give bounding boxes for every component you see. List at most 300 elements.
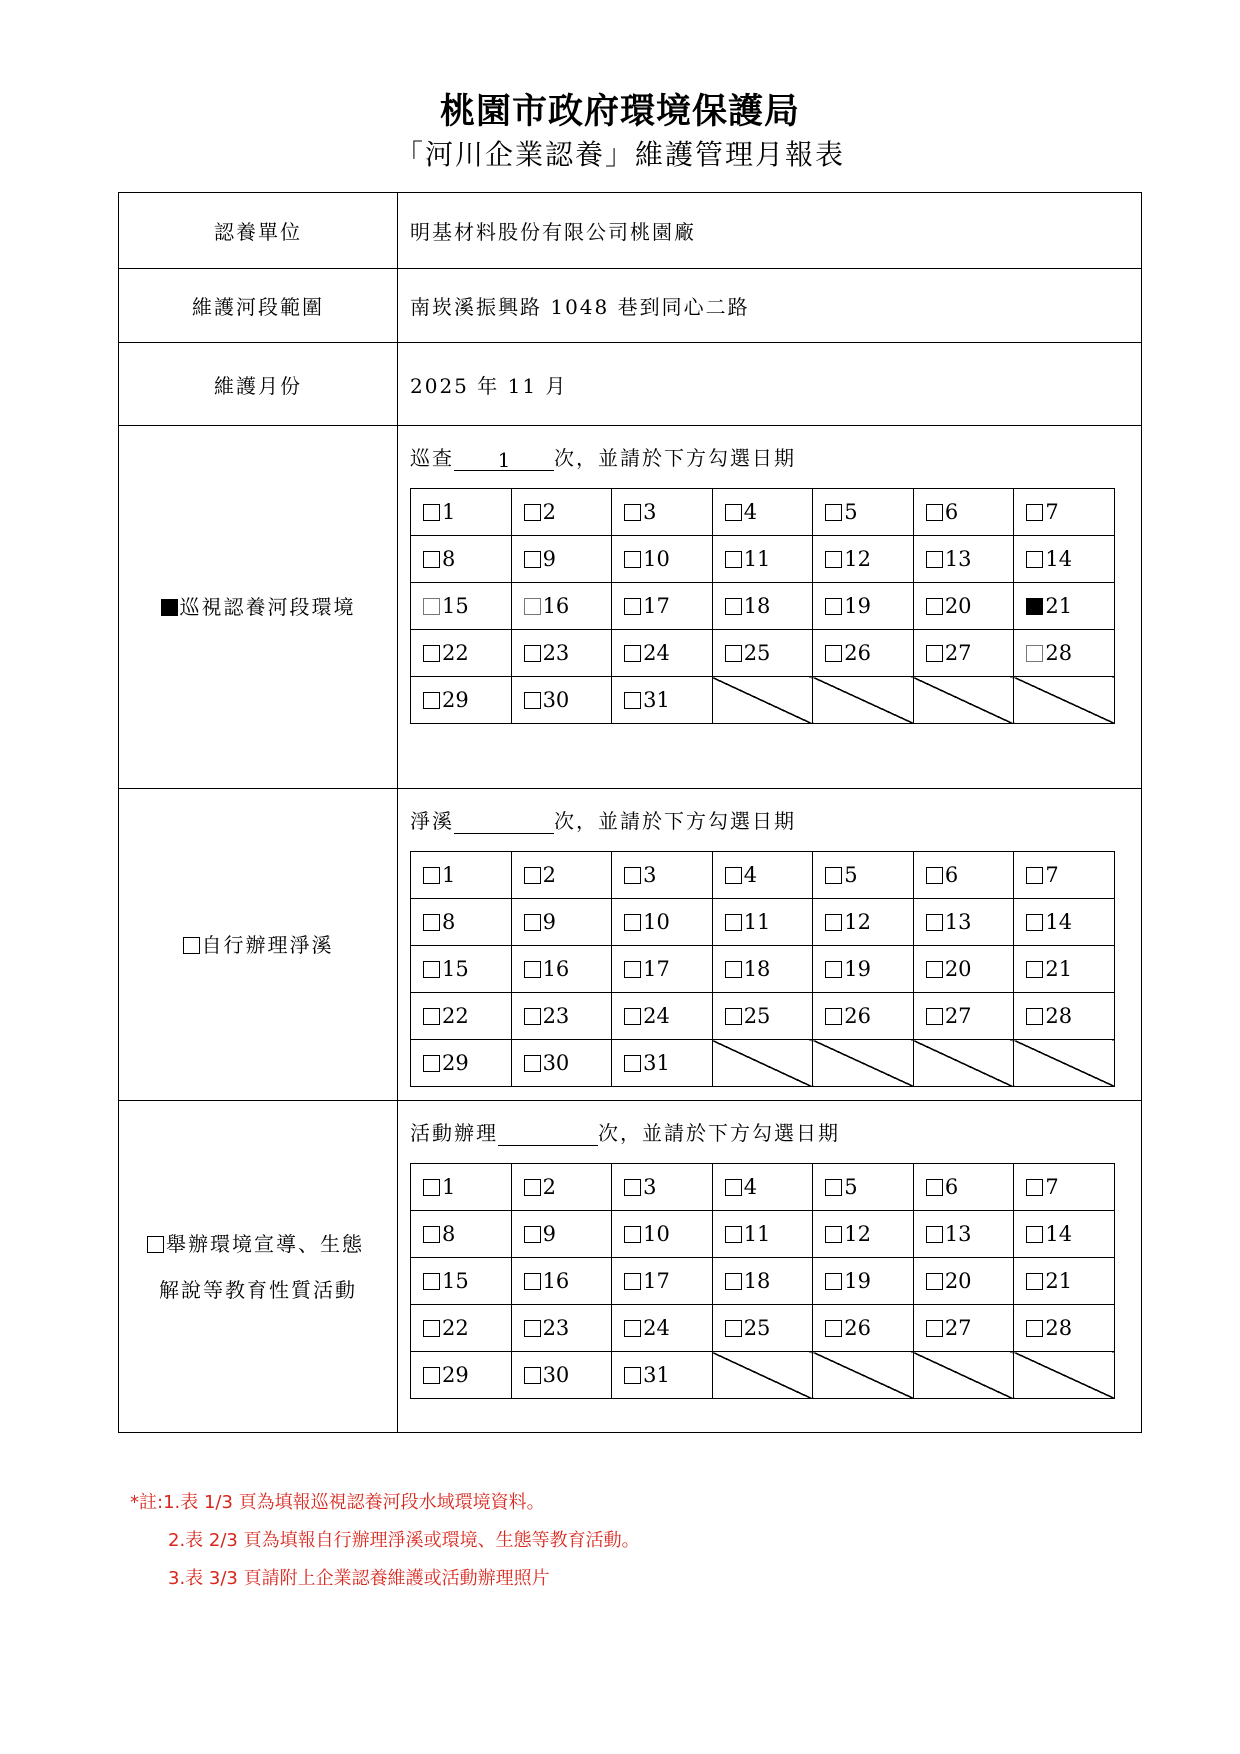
date-checkbox[interactable] — [926, 645, 943, 662]
date-cell-12[interactable] — [813, 1211, 914, 1258]
date-checkbox[interactable] — [524, 1179, 541, 1196]
date-number: 27 — [944, 1316, 972, 1340]
date-number: 2 — [542, 500, 556, 524]
date-cell-11[interactable] — [712, 1211, 813, 1258]
date-cell-5[interactable] — [813, 852, 914, 899]
unit-value[interactable]: 明基材料股份有限公司桃園廠 — [398, 193, 1142, 269]
date-cell-14[interactable] — [1014, 536, 1115, 583]
date-checkbox[interactable] — [423, 598, 440, 615]
date-cell-16[interactable] — [511, 1258, 612, 1305]
date-number: 5 — [844, 1175, 858, 1199]
date-checkbox[interactable] — [524, 645, 541, 662]
date-cell-5[interactable] — [813, 1164, 914, 1211]
date-cell-10[interactable] — [612, 899, 713, 946]
date-checkbox[interactable] — [624, 504, 641, 521]
date-cell-12[interactable] — [813, 536, 914, 583]
cleanup-heading — [410, 805, 1141, 831]
date-cell-17[interactable] — [612, 946, 713, 993]
date-number: 22 — [442, 641, 469, 665]
date-checkbox[interactable] — [926, 1008, 943, 1025]
date-number: 31 — [643, 1363, 670, 1387]
date-grid-row — [411, 489, 1115, 536]
date-checkbox[interactable] — [423, 1320, 440, 1337]
date-cell-13[interactable] — [913, 1211, 1014, 1258]
date-number: 2 — [542, 863, 556, 887]
date-cell-6[interactable] — [913, 489, 1014, 536]
date-checkbox[interactable] — [825, 1179, 842, 1196]
date-number: 30 — [542, 1051, 570, 1075]
empty-date-cell — [712, 1040, 813, 1087]
date-number: 30 — [542, 1363, 570, 1387]
date-cell-13[interactable] — [913, 899, 1014, 946]
date-grid-row — [411, 899, 1115, 946]
date-number: 14 — [1045, 910, 1073, 934]
date-cell-21[interactable] — [1014, 1258, 1115, 1305]
date-cell-16[interactable] — [511, 946, 612, 993]
date-checkbox[interactable] — [524, 1320, 541, 1337]
date-cell-19[interactable] — [813, 583, 914, 630]
date-checkbox[interactable] — [725, 504, 742, 521]
date-cell-26[interactable] — [813, 993, 914, 1040]
patrol-heading-suffix: 次，並請於下方勾選日期 — [554, 446, 796, 470]
date-grid-row — [411, 946, 1115, 993]
date-cell-15[interactable] — [411, 583, 512, 630]
empty-date-cell — [1014, 1040, 1115, 1087]
education-label-line1: 舉辦環境宣導、生態 — [166, 1231, 364, 1256]
date-cell-22[interactable] — [411, 630, 512, 677]
date-checkbox[interactable] — [825, 504, 842, 521]
date-cell-10[interactable] — [612, 536, 713, 583]
date-checkbox[interactable] — [524, 598, 541, 615]
date-checkbox[interactable] — [624, 1273, 641, 1290]
range-value[interactable]: 南崁溪振興路 1048 巷到同心二路 — [398, 269, 1142, 343]
date-cell-2[interactable] — [511, 489, 612, 536]
date-cell-15[interactable] — [411, 946, 512, 993]
date-cell-20[interactable] — [913, 1258, 1014, 1305]
date-grid-row — [411, 1352, 1115, 1399]
date-cell-9[interactable] — [511, 1211, 612, 1258]
date-checkbox[interactable] — [1026, 1179, 1043, 1196]
date-cell-2[interactable] — [511, 852, 612, 899]
date-checkbox[interactable] — [423, 692, 440, 709]
patrol-count-field[interactable]: 1 — [454, 448, 554, 471]
date-checkbox[interactable] — [624, 1226, 641, 1243]
date-number: 9 — [542, 547, 556, 571]
date-cell-8[interactable] — [411, 1211, 512, 1258]
date-number: 20 — [944, 594, 972, 618]
date-grid-row — [411, 677, 1115, 724]
cleanup-date-grid — [410, 851, 1115, 1087]
date-cell-19[interactable] — [813, 946, 914, 993]
note-line-2: 2.表 2/3 頁為填報自行辦理淨溪或環境、生態等教育活動。 — [168, 1530, 640, 1551]
date-cell-23[interactable] — [511, 993, 612, 1040]
cleanup-count-field[interactable] — [454, 811, 554, 834]
date-number: 17 — [643, 594, 670, 618]
date-cell-7[interactable] — [1014, 852, 1115, 899]
date-cell-26[interactable] — [813, 1305, 914, 1352]
date-cell-30[interactable] — [511, 677, 612, 724]
date-cell-29[interactable] — [411, 1040, 512, 1087]
date-number: 13 — [944, 910, 972, 934]
note-line-3: 3.表 3/3 頁請附上企業認養維護或活動辦理照片 — [168, 1568, 550, 1589]
date-cell-27[interactable] — [913, 1305, 1014, 1352]
date-cell-13[interactable] — [913, 536, 1014, 583]
date-cell-16[interactable] — [511, 583, 612, 630]
date-cell-11[interactable] — [712, 899, 813, 946]
date-checkbox[interactable] — [1026, 914, 1043, 931]
date-checkbox[interactable] — [926, 551, 943, 568]
date-cell-18[interactable] — [712, 583, 813, 630]
date-cell-3[interactable] — [612, 489, 713, 536]
date-cell-23[interactable] — [511, 630, 612, 677]
date-cell-26[interactable] — [813, 630, 914, 677]
date-checkbox[interactable] — [1026, 961, 1043, 978]
date-checkbox[interactable] — [825, 867, 842, 884]
date-number: 9 — [542, 1222, 556, 1246]
date-checkbox[interactable] — [1026, 1226, 1043, 1243]
empty-date-cell — [913, 677, 1014, 724]
date-cell-3[interactable] — [612, 852, 713, 899]
date-cell-24[interactable] — [612, 993, 713, 1040]
date-cell-10[interactable] — [612, 1211, 713, 1258]
date-number: 8 — [442, 547, 456, 571]
date-cell-21[interactable] — [1014, 946, 1115, 993]
date-checkbox[interactable] — [825, 598, 842, 615]
date-number: 1 — [442, 863, 456, 887]
date-number: 1 — [442, 1175, 456, 1199]
date-cell-21[interactable] — [1014, 583, 1115, 630]
date-cell-17[interactable] — [612, 1258, 713, 1305]
date-cell-29[interactable] — [411, 1352, 512, 1399]
date-cell-24[interactable] — [612, 630, 713, 677]
range-label: 維護河段範圍 — [119, 269, 398, 343]
date-checkbox[interactable] — [1026, 551, 1043, 568]
date-cell-20[interactable] — [913, 946, 1014, 993]
date-checkbox[interactable] — [725, 551, 742, 568]
date-checkbox[interactable] — [524, 961, 541, 978]
date-number: 21 — [1045, 1269, 1073, 1293]
date-checkbox[interactable] — [423, 914, 440, 931]
section-education — [119, 1101, 1142, 1433]
date-number: 11 — [743, 547, 771, 571]
date-number: 29 — [442, 1051, 469, 1075]
date-checkbox[interactable] — [423, 1226, 440, 1243]
date-cell-9[interactable] — [511, 536, 612, 583]
date-checkbox[interactable] — [524, 551, 541, 568]
date-checkbox[interactable] — [1026, 867, 1043, 884]
date-cell-15[interactable] — [411, 1258, 512, 1305]
date-checkbox[interactable] — [524, 1226, 541, 1243]
date-grid-row — [411, 1258, 1115, 1305]
unit-row — [119, 193, 1142, 269]
date-checkbox[interactable] — [825, 914, 842, 931]
date-cell-11[interactable] — [712, 536, 813, 583]
date-number: 4 — [743, 500, 758, 524]
date-checkbox[interactable] — [725, 867, 742, 884]
empty-date-cell — [813, 1352, 914, 1399]
date-number: 22 — [442, 1316, 469, 1340]
date-number: 27 — [944, 1004, 972, 1028]
cleanup-checkbox[interactable] — [183, 937, 200, 954]
date-checkbox[interactable] — [524, 504, 541, 521]
date-checkbox[interactable] — [725, 598, 742, 615]
cleanup-label: 自行辦理淨溪 — [201, 932, 334, 957]
date-number: 24 — [643, 1316, 670, 1340]
date-number: 27 — [944, 641, 972, 665]
date-number: 19 — [844, 957, 871, 981]
cleanup-heading-suffix: 次，並請於下方勾選日期 — [554, 809, 796, 833]
education-checkbox[interactable] — [147, 1236, 164, 1253]
date-number: 3 — [643, 863, 657, 887]
date-checkbox[interactable] — [926, 1273, 943, 1290]
date-checkbox[interactable] — [926, 914, 943, 931]
range-row — [119, 269, 1142, 343]
date-cell-3[interactable] — [612, 1164, 713, 1211]
cleanup-content — [398, 789, 1142, 1101]
date-checkbox[interactable] — [725, 1273, 742, 1290]
date-number: 20 — [944, 957, 972, 981]
date-cell-18[interactable] — [712, 946, 813, 993]
date-number: 4 — [743, 1175, 758, 1199]
date-number: 17 — [643, 957, 670, 981]
date-checkbox[interactable] — [926, 1179, 943, 1196]
date-cell-17[interactable] — [612, 583, 713, 630]
date-checkbox[interactable] — [1026, 598, 1043, 615]
empty-date-cell — [1014, 1352, 1115, 1399]
date-checkbox[interactable] — [624, 1055, 641, 1072]
date-checkbox[interactable] — [524, 914, 541, 931]
date-cell-12[interactable] — [813, 899, 914, 946]
date-number: 10 — [643, 547, 670, 571]
date-number: 21 — [1045, 594, 1073, 618]
date-checkbox[interactable] — [624, 1008, 641, 1025]
date-number: 24 — [643, 641, 670, 665]
date-cell-31[interactable] — [612, 1352, 713, 1399]
date-checkbox[interactable] — [524, 1273, 541, 1290]
date-cell-4[interactable] — [712, 1164, 813, 1211]
date-cell-25[interactable] — [712, 993, 813, 1040]
date-number: 18 — [743, 957, 771, 981]
date-checkbox[interactable] — [524, 692, 541, 709]
date-checkbox[interactable] — [624, 1320, 641, 1337]
date-cell-23[interactable] — [511, 1305, 612, 1352]
date-checkbox[interactable] — [725, 961, 742, 978]
date-checkbox[interactable] — [423, 1179, 440, 1196]
date-grid-row — [411, 993, 1115, 1040]
date-number: 25 — [743, 1004, 771, 1028]
date-cell-28[interactable] — [1014, 1305, 1115, 1352]
date-cell-30[interactable] — [511, 1352, 612, 1399]
education-count-field[interactable] — [498, 1123, 598, 1146]
education-heading — [410, 1117, 1141, 1143]
date-grid-row — [411, 1211, 1115, 1258]
date-cell-28[interactable] — [1014, 630, 1115, 677]
date-cell-5[interactable] — [813, 489, 914, 536]
date-number: 18 — [743, 1269, 771, 1293]
date-number: 14 — [1045, 1222, 1073, 1246]
date-cell-29[interactable] — [411, 677, 512, 724]
date-cell-24[interactable] — [612, 1305, 713, 1352]
date-checkbox[interactable] — [524, 1367, 541, 1384]
date-checkbox[interactable] — [1026, 1273, 1043, 1290]
date-cell-4[interactable] — [712, 489, 813, 536]
date-checkbox[interactable] — [1026, 1320, 1043, 1337]
date-grid-row — [411, 583, 1115, 630]
date-checkbox[interactable] — [423, 1273, 440, 1290]
date-checkbox[interactable] — [423, 1367, 440, 1384]
notes — [130, 1484, 640, 1598]
date-number: 29 — [442, 1363, 469, 1387]
education-content — [398, 1101, 1142, 1433]
date-checkbox[interactable] — [524, 1055, 541, 1072]
date-cell-22[interactable] — [411, 1305, 512, 1352]
date-number: 26 — [844, 1316, 871, 1340]
date-checkbox[interactable] — [825, 961, 842, 978]
date-grid-row — [411, 1040, 1115, 1087]
date-cell-9[interactable] — [511, 899, 612, 946]
date-number: 13 — [944, 1222, 972, 1246]
date-cell-14[interactable] — [1014, 899, 1115, 946]
date-cell-7[interactable] — [1014, 489, 1115, 536]
date-checkbox[interactable] — [825, 1320, 842, 1337]
date-checkbox[interactable] — [725, 914, 742, 931]
date-number: 22 — [442, 1004, 469, 1028]
date-checkbox[interactable] — [624, 914, 641, 931]
month-label: 維護月份 — [119, 343, 398, 426]
date-number: 14 — [1045, 547, 1073, 571]
date-number: 15 — [442, 957, 469, 981]
date-number: 6 — [944, 500, 959, 524]
date-checkbox[interactable] — [624, 867, 641, 884]
date-checkbox[interactable] — [524, 1008, 541, 1025]
date-checkbox[interactable] — [926, 598, 943, 615]
date-cell-25[interactable] — [712, 1305, 813, 1352]
date-number: 25 — [743, 641, 771, 665]
date-checkbox[interactable] — [1026, 645, 1043, 662]
date-checkbox[interactable] — [423, 645, 440, 662]
month-value[interactable]: 2025 年 11 月 — [398, 343, 1142, 426]
date-cell-1[interactable] — [411, 1164, 512, 1211]
date-checkbox[interactable] — [725, 645, 742, 662]
date-number: 25 — [743, 1316, 771, 1340]
date-number: 12 — [844, 547, 871, 571]
date-checkbox[interactable] — [725, 1179, 742, 1196]
date-checkbox[interactable] — [825, 551, 842, 568]
date-checkbox[interactable] — [624, 692, 641, 709]
date-number: 11 — [743, 910, 771, 934]
date-cell-1[interactable] — [411, 489, 512, 536]
date-cell-22[interactable] — [411, 993, 512, 1040]
patrol-heading-prefix: 巡查 — [410, 446, 454, 470]
date-checkbox[interactable] — [624, 645, 641, 662]
date-cell-2[interactable] — [511, 1164, 612, 1211]
date-cell-27[interactable] — [913, 993, 1014, 1040]
date-checkbox[interactable] — [725, 1320, 742, 1337]
date-cell-25[interactable] — [712, 630, 813, 677]
cleanup-label-cell — [119, 789, 398, 1101]
section-cleanup — [119, 789, 1142, 1101]
date-checkbox[interactable] — [926, 961, 943, 978]
date-checkbox[interactable] — [423, 961, 440, 978]
date-checkbox[interactable] — [624, 961, 641, 978]
date-cell-6[interactable] — [913, 1164, 1014, 1211]
date-number: 31 — [643, 1051, 670, 1075]
patrol-content — [398, 426, 1142, 789]
date-number: 30 — [542, 688, 570, 712]
date-cell-1[interactable] — [411, 852, 512, 899]
date-checkbox[interactable] — [423, 1055, 440, 1072]
date-checkbox[interactable] — [624, 1179, 641, 1196]
date-checkbox[interactable] — [624, 1367, 641, 1384]
date-number: 26 — [844, 641, 871, 665]
date-checkbox[interactable] — [926, 1226, 943, 1243]
date-checkbox[interactable] — [926, 1320, 943, 1337]
date-checkbox[interactable] — [624, 551, 641, 568]
date-checkbox[interactable] — [825, 645, 842, 662]
date-number: 3 — [643, 500, 657, 524]
date-checkbox[interactable] — [725, 1008, 742, 1025]
date-number: 20 — [944, 1269, 972, 1293]
date-number: 23 — [542, 641, 570, 665]
date-cell-19[interactable] — [813, 1258, 914, 1305]
date-cell-8[interactable] — [411, 899, 512, 946]
date-cell-7[interactable] — [1014, 1164, 1115, 1211]
date-checkbox[interactable] — [926, 504, 943, 521]
date-checkbox[interactable] — [423, 551, 440, 568]
date-grid-row — [411, 852, 1115, 899]
document-subtitle: 「河川企業認養」維護管理月報表 — [394, 138, 845, 171]
date-checkbox[interactable] — [524, 867, 541, 884]
education-heading-suffix: 次，並請於下方勾選日期 — [598, 1121, 840, 1145]
date-number: 2 — [542, 1175, 556, 1199]
date-number: 24 — [643, 1004, 670, 1028]
date-number: 23 — [542, 1316, 570, 1340]
date-cell-14[interactable] — [1014, 1211, 1115, 1258]
date-number: 31 — [643, 688, 670, 712]
date-number: 15 — [442, 594, 469, 618]
date-cell-31[interactable] — [612, 677, 713, 724]
date-checkbox[interactable] — [725, 1226, 742, 1243]
patrol-heading — [410, 442, 1141, 472]
date-cell-18[interactable] — [712, 1258, 813, 1305]
date-checkbox[interactable] — [423, 504, 440, 521]
date-number: 28 — [1045, 641, 1073, 665]
date-checkbox[interactable] — [1026, 504, 1043, 521]
date-checkbox[interactable] — [423, 867, 440, 884]
date-checkbox[interactable] — [825, 1226, 842, 1243]
date-number: 13 — [944, 547, 972, 571]
date-checkbox[interactable] — [825, 1273, 842, 1290]
date-checkbox[interactable] — [825, 1008, 842, 1025]
date-number: 16 — [542, 1269, 570, 1293]
date-checkbox[interactable] — [624, 598, 641, 615]
date-cell-27[interactable] — [913, 630, 1014, 677]
date-cell-6[interactable] — [913, 852, 1014, 899]
date-number: 7 — [1045, 863, 1059, 887]
patrol-checkbox[interactable] — [161, 599, 178, 616]
date-checkbox[interactable] — [926, 867, 943, 884]
date-cell-31[interactable] — [612, 1040, 713, 1087]
date-cell-30[interactable] — [511, 1040, 612, 1087]
date-cell-8[interactable] — [411, 536, 512, 583]
date-checkbox[interactable] — [1026, 1008, 1043, 1025]
empty-date-cell — [712, 1352, 813, 1399]
date-cell-20[interactable] — [913, 583, 1014, 630]
note-line-1: *註:1.表 1/3 頁為填報巡視認養河段水域環境資料。 — [130, 1492, 545, 1513]
date-cell-4[interactable] — [712, 852, 813, 899]
date-cell-28[interactable] — [1014, 993, 1115, 1040]
date-checkbox[interactable] — [423, 1008, 440, 1025]
